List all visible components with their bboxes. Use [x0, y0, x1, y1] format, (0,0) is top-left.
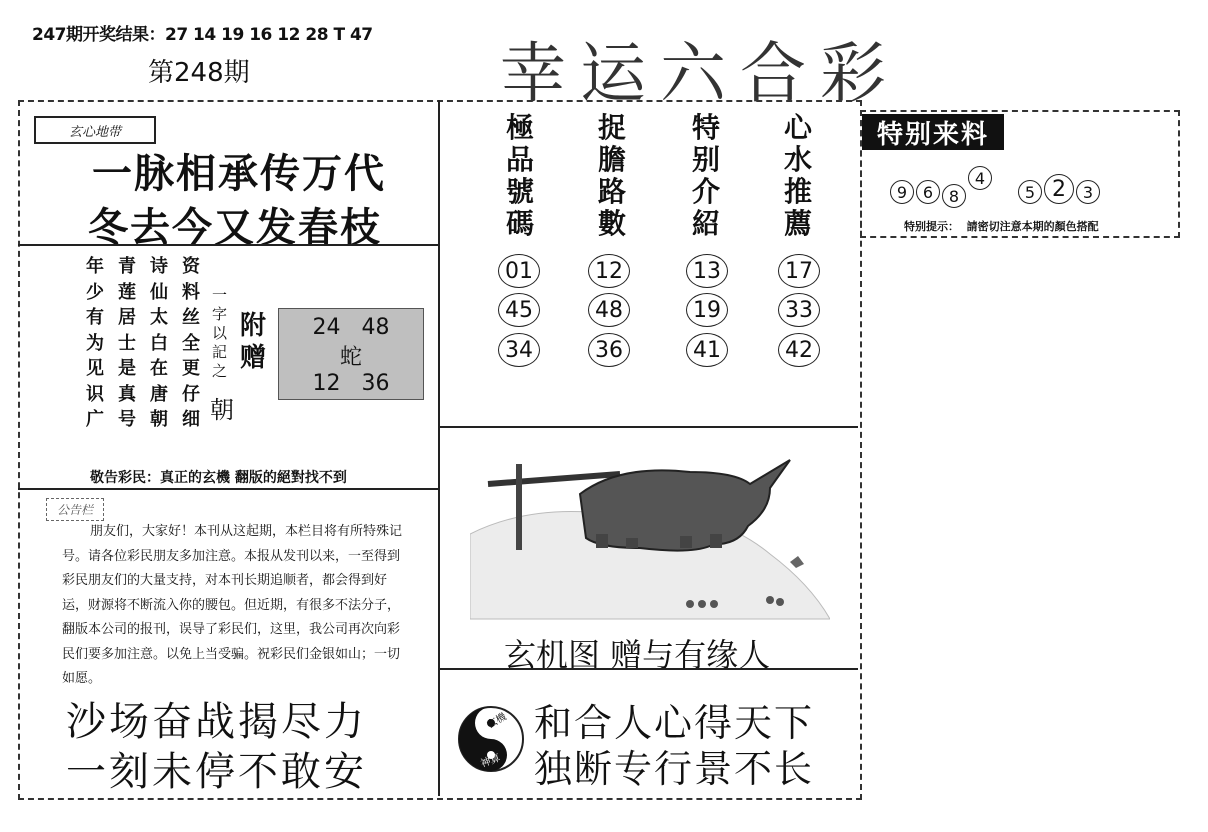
divider-1	[18, 244, 438, 246]
poem-hint-last: 朝	[210, 396, 234, 424]
special-hint: 特别提示： 請密切注意本期的顏色搭配	[904, 220, 1099, 233]
number-circle: 34	[498, 333, 540, 367]
number-circle: 48	[588, 293, 630, 327]
yin-yang-top-label: 玄機	[485, 711, 509, 731]
number-circle: 36	[588, 333, 630, 367]
number-circle: 01	[498, 254, 540, 288]
special-title: 特别来料	[862, 114, 1004, 150]
divider-2	[18, 488, 438, 490]
hippo-picture	[470, 444, 830, 624]
gift-label: 附赠	[240, 311, 267, 373]
title-zhuodan: 捉 膽 路 數	[597, 111, 626, 240]
special-number: 6	[916, 180, 940, 204]
notice-poem-1: 沙场奋战揭尽力	[66, 699, 367, 745]
poem-column-4: 资 料 丝 全 更 仔 细	[182, 256, 200, 430]
issue-number: 第248期	[148, 58, 250, 88]
notice-poem-2: 一刻未停不敢安	[66, 749, 367, 795]
number-circle: 12	[588, 254, 630, 288]
number-circle: 45	[498, 293, 540, 327]
left-top-line1: 一脉相承传万代	[92, 150, 386, 197]
divider-3	[440, 426, 858, 428]
number-circle: 41	[686, 333, 728, 367]
poem-hint: 一字以記之	[212, 286, 228, 380]
left-top-tag: 玄心地带	[34, 116, 156, 144]
poem-column-3: 诗 仙 太 白 在 唐 朝	[150, 256, 168, 430]
special-number: 3	[1076, 180, 1100, 204]
number-circle: 17	[778, 254, 820, 288]
gift-box	[278, 308, 424, 400]
special-number: 9	[890, 180, 914, 204]
warning-text: 敬告彩民：真正的玄機 翻版的絕對找不到	[90, 470, 347, 486]
yin-yang-bottom-label: 神算	[479, 752, 502, 770]
special-number: 8	[942, 184, 966, 208]
special-number: 2	[1044, 174, 1074, 204]
poem-column-1: 年 少 有 为 见 识 广	[86, 256, 104, 430]
gift-row-1: 24 48	[312, 315, 390, 340]
bottom-poem-1: 和合人心得天下	[534, 701, 815, 745]
poem-column-2: 青 莲 居 士 是 真 号	[118, 256, 136, 430]
bottom-poem-2: 独断专行景不长	[534, 747, 815, 791]
gift-zodiac: 蛇	[339, 345, 362, 370]
notice-text: 朋友们，大家好！本刊从这起期，本栏目将有所特殊记号。请各位彩民朋友多加注意。本报从发刊以来，一至得到彩民朋友们的大量支持，对本刊长期追顺者，都会得到好运，财源将不断流入你的腰包。但近期，有很多不法分子，翻版本公司的报刊，误导了彩民们，这里，我公司再次向彩民们要多加注意。以免上当受骗。祝彩民们金银如山；一切如愿。	[62, 524, 403, 686]
title-tebie: 特 别 介 紹	[691, 111, 720, 240]
page-title: 幸运六合彩	[500, 35, 900, 112]
left-top-line2: 冬去今又发春枝	[88, 204, 382, 251]
number-circle: 19	[686, 293, 728, 327]
notice-tag: 公告栏	[46, 498, 104, 521]
title-jipin: 極 品 號 碼	[505, 111, 534, 240]
number-circle: 33	[778, 293, 820, 327]
divider-4	[440, 668, 858, 670]
gift-row-2: 12 36	[312, 371, 390, 396]
special-number: 4	[968, 166, 992, 190]
special-numbers	[890, 166, 1102, 204]
previous-result: 247期开奖结果：27 14 19 16 12 28 T 47	[32, 25, 373, 45]
special-number: 5	[1018, 180, 1042, 204]
picture-caption: 玄机图 赠与有缘人	[504, 636, 771, 674]
number-circle: 42	[778, 333, 820, 367]
number-circle: 13	[686, 254, 728, 288]
title-xinshui: 心 水 推 薦	[783, 111, 812, 240]
